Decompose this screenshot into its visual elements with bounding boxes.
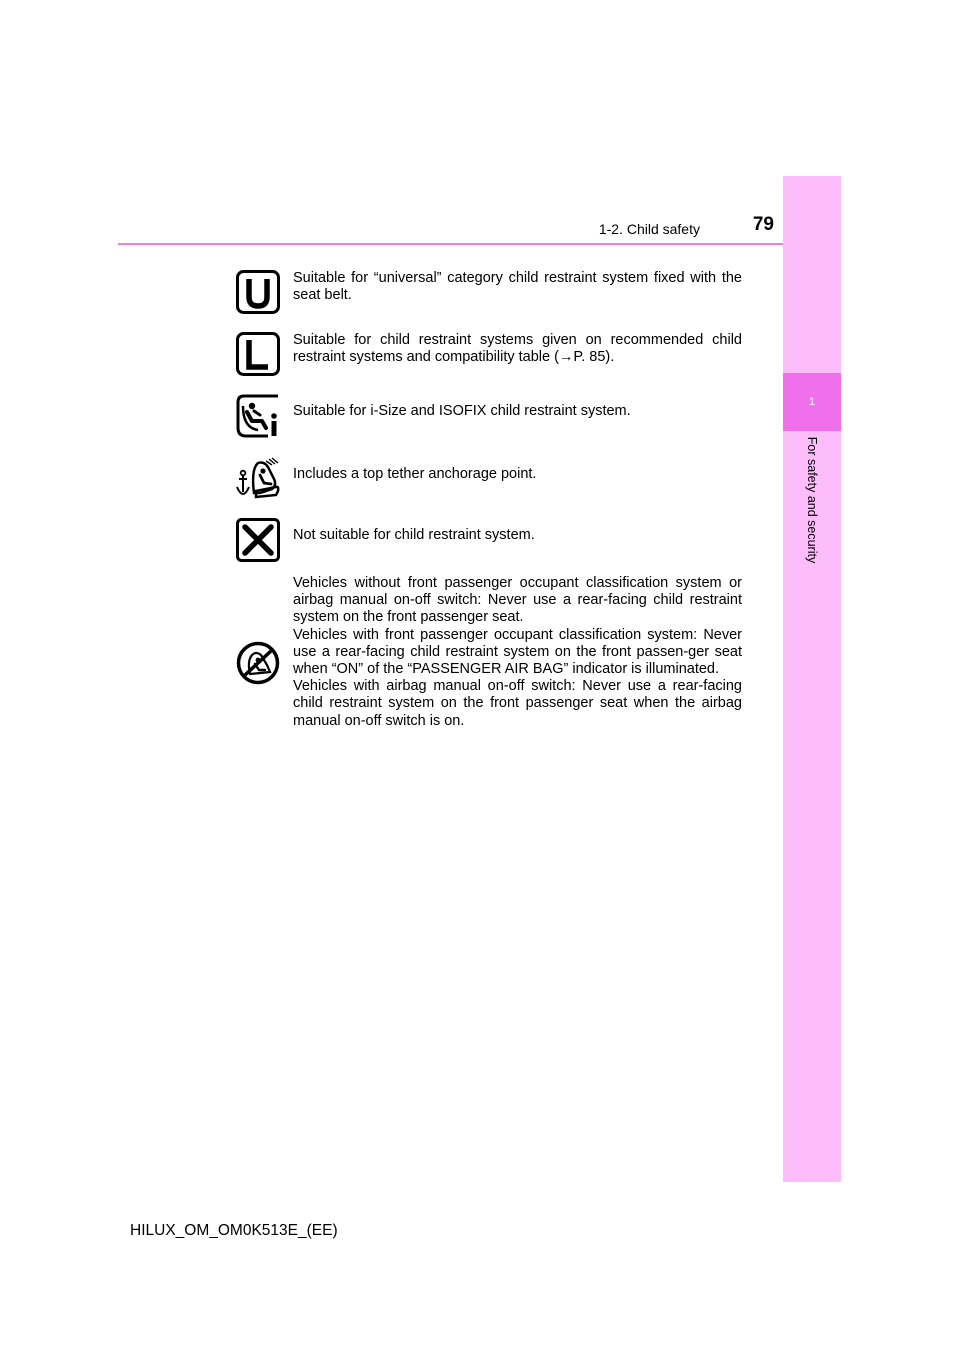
- page-number: 79: [752, 214, 774, 235]
- side-tab-chapter-number: 1: [783, 373, 841, 431]
- footer-code: HILUX_OM_OM0K513E_(EE): [130, 1222, 338, 1239]
- legend-text-isize-isofix: Suitable for i-Size and ISOFIX child restraint system.: [293, 403, 631, 419]
- legend-entry-no-rear-facing: [236, 575, 742, 730]
- legend-entry-top-tether: [236, 457, 742, 501]
- side-tab-chapter-title: For safety and security: [805, 436, 819, 564]
- L-icon: [236, 332, 280, 376]
- universal-U-icon: [236, 270, 280, 314]
- not-suitable-x-icon: [236, 518, 280, 562]
- section-title: 1-2. Child safety: [598, 221, 700, 237]
- legend-text-universal: Suitable for “universal” category child restraint system fixed with the seat belt.: [293, 270, 742, 304]
- legend-text-no-rear-facing: Vehicles without front passenger occupant classification system or airbag manual on-off switch: Never use a rear-facing child restraint system on the front passenger seat. Vehicles with front passenger occupant classification system: Never use a rear-facing child restraint system on the front passen-ger seat when “ON” of the “PASSENGER AIR BAG” indicator is illuminated. Vehicles with airbag manual on-off switch: Never use a rear-facing child restraint system on the front passenger seat when the airbag manual on-off switch is on.: [293, 575, 742, 729]
- legend-text-L: Suitable for child restraint systems given on recommended child restraint systems and compatibility table (→P. 85).: [293, 332, 742, 366]
- legend-entry-isize-isofix: [236, 394, 742, 438]
- legend-entry-L: [236, 332, 742, 376]
- side-tab: [783, 176, 841, 1182]
- legend-entry-universal: [236, 270, 742, 314]
- no-rear-facing-icon: [236, 641, 280, 685]
- legend-entry-not-suitable: [236, 518, 742, 562]
- legend-text-not-suitable: Not suitable for child restraint system.: [293, 527, 535, 543]
- top-tether-anchor-icon: [236, 457, 280, 501]
- legend-text-top-tether: Includes a top tether anchorage point.: [293, 466, 537, 482]
- isize-isofix-icon: [236, 394, 280, 438]
- header-rule: [118, 243, 841, 245]
